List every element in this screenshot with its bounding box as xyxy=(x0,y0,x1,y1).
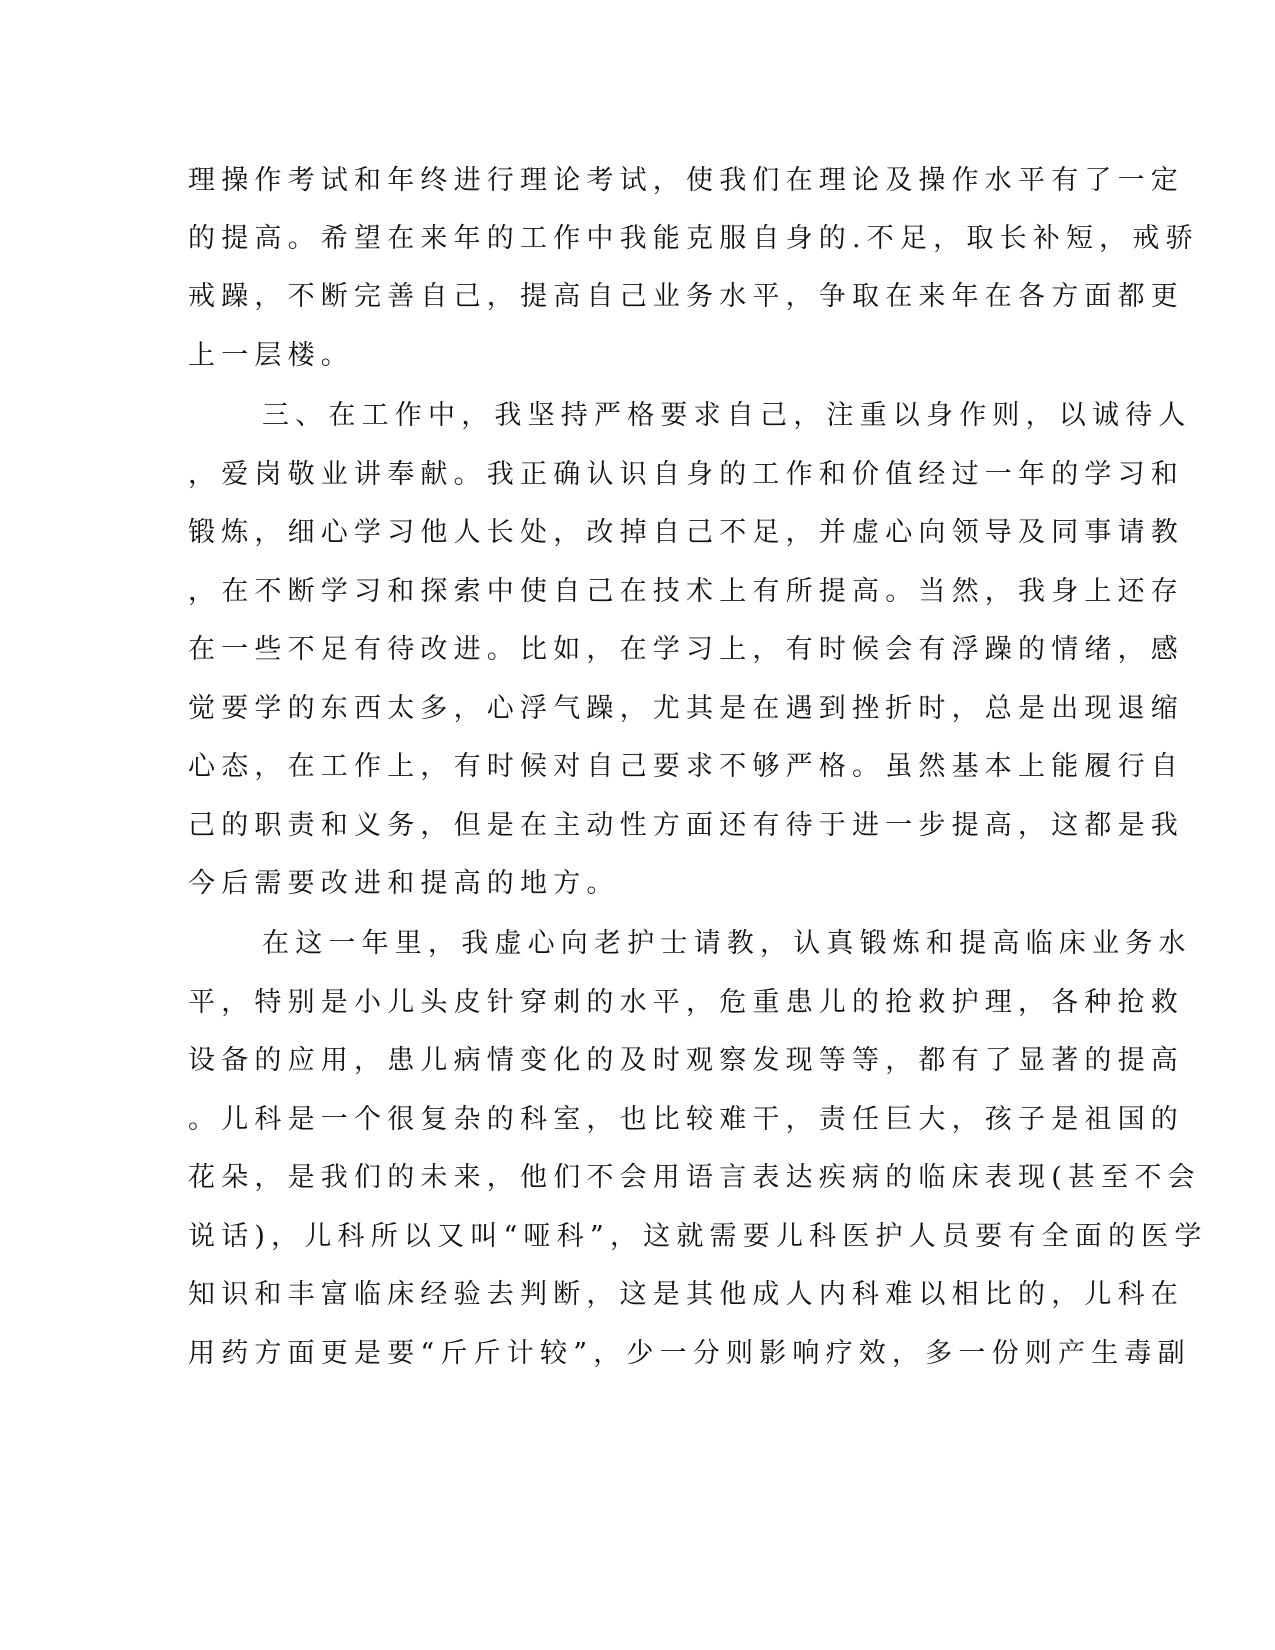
text-line: ，爱岗敬业讲奉献。我正确认识自身的工作和价值经过一年的学习和 xyxy=(188,459,1184,490)
text-line: 理操作考试和年终进行理论考试，使我们在理论及操作水平有了一定 xyxy=(188,165,1184,196)
text-line: 上一层楼。 xyxy=(188,340,354,371)
text-line: 今后需要改进和提高的地方。 xyxy=(188,868,620,899)
text-line: 锻炼，细心学习他人长处，改掉自己不足，并虚心向领导及同事请教 xyxy=(188,517,1184,548)
text-line: 说话)，儿科所以又叫“哑科”，这就需要儿科医护人员要有全面的医学 xyxy=(188,1221,1208,1252)
text-line: 的提高。希望在来年的工作中我能克服自身的.不足，取长补短，戒骄 xyxy=(188,223,1199,254)
text-line: 花朵，是我们的未来，他们不会用语言表达疾病的临床表现(甚至不会 xyxy=(188,1162,1201,1193)
text-line: 平，特别是小儿头皮针穿刺的水平，危重患儿的抢救护理，各种抢救 xyxy=(188,987,1184,1018)
text-line: 觉要学的东西太多，心浮气躁，尤其是在遇到挫折时，总是出现退缩 xyxy=(188,693,1184,724)
text-line: 心态，在工作上，有时候对自己要求不够严格。虽然基本上能履行自 xyxy=(188,751,1184,782)
text-line: 用药方面更是要“斤斤计较”，少一分则影响疗效，多一份则产生毒副 xyxy=(188,1338,1191,1369)
text-line: 设备的应用，患儿病情变化的及时观察发现等等，都有了显著的提高 xyxy=(188,1045,1184,1076)
text-line: 戒躁，不断完善自己，提高自己业务水平，争取在来年在各方面都更 xyxy=(188,281,1184,312)
paragraph-start-line: 在这一年里，我虚心向老护士请教，认真锻炼和提高临床业务水 xyxy=(262,928,1192,959)
text-line: 知识和丰富临床经验去判断，这是其他成人内科难以相比的，儿科在 xyxy=(188,1279,1184,1310)
paragraph-start-line: 三、在工作中，我坚持严格要求自己，注重以身作则，以诚待人 xyxy=(262,400,1192,431)
text-line: 。儿科是一个很复杂的科室，也比较难干，责任巨大，孩子是祖国的 xyxy=(188,1104,1184,1135)
text-line: 在一些不足有待改进。比如，在学习上，有时候会有浮躁的情绪，感 xyxy=(188,634,1184,665)
text-line: ，在不断学习和探索中使自己在技术上有所提高。当然，我身上还存 xyxy=(188,576,1184,607)
text-line: 己的职责和义务，但是在主动性方面还有待于进一步提高，这都是我 xyxy=(188,810,1184,841)
